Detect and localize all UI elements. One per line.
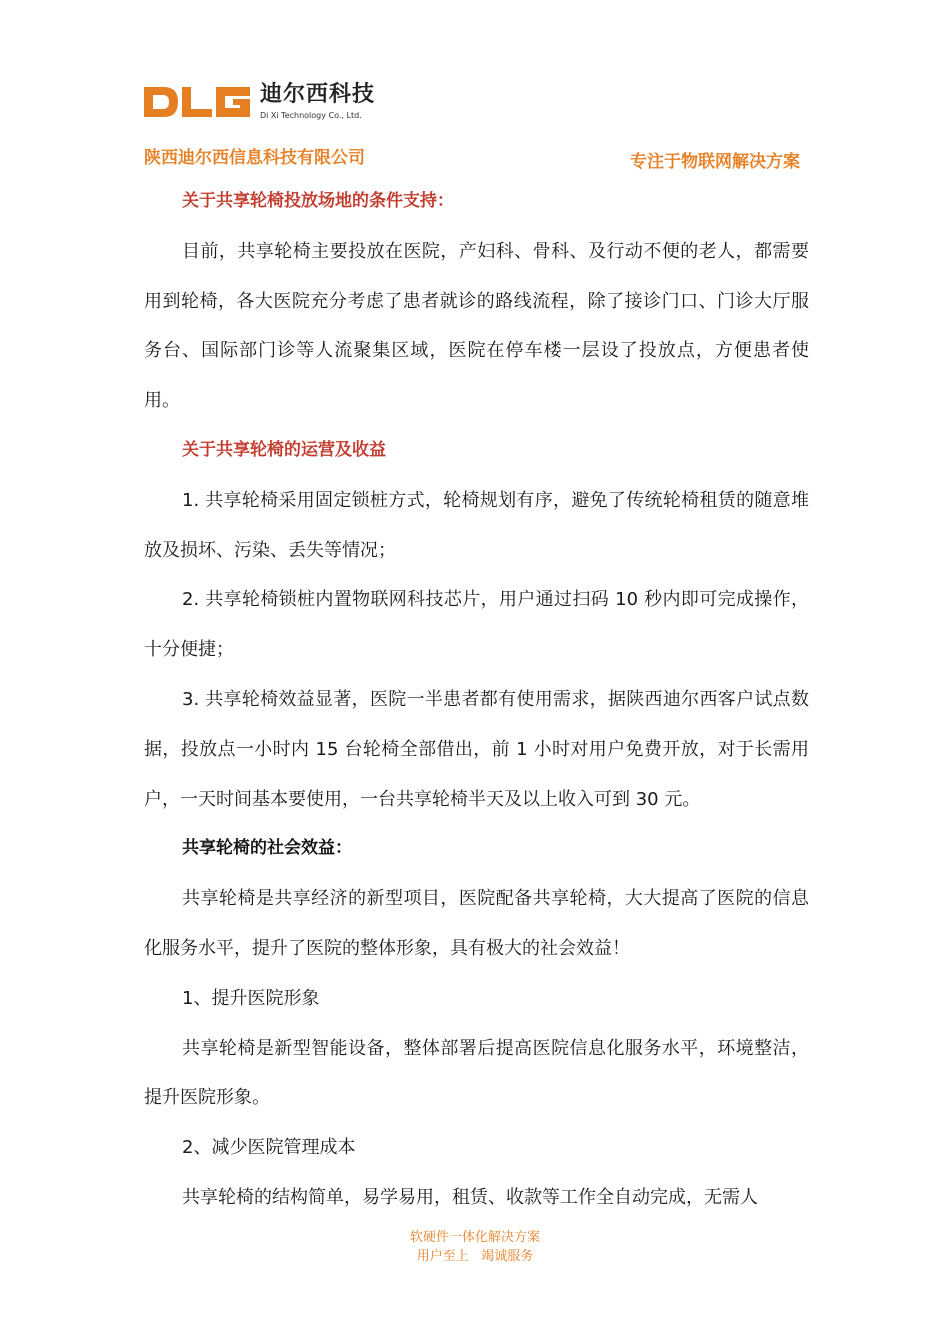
company-name: 陕西迪尔西信息科技有限公司 — [144, 148, 365, 168]
logo-english-name: Di Xi Technology Co., Ltd. — [260, 111, 362, 120]
subheading-management-cost: 2、减少医院管理成本 — [182, 1137, 356, 1159]
heading-operation-revenue: 关于共享轮椅的运营及收益 — [182, 439, 386, 460]
heading-social-benefit: 共享轮椅的社会效益： — [182, 838, 352, 859]
footer-line-2: 用户至上 竭诚服务 — [416, 1249, 534, 1264]
subheading-hospital-image: 1、提升医院形象 — [182, 987, 320, 1009]
page-footer — [0, 1228, 950, 1266]
company-logo — [144, 82, 375, 122]
list-item-2: 2. 共享轮椅锁桩内置物联网科技芯片，用户通过扫码 10 秒内即可完成操作，十分便捷； — [144, 589, 809, 661]
paragraph-management-cost: 共享轮椅的结构简单，易学易用，租赁、收款等工作全自动完成，无需人 — [182, 1186, 758, 1208]
logo-text — [260, 82, 375, 122]
logo-chinese-name: 迪尔西科技 — [260, 82, 376, 107]
paragraph-deployment: 目前，共享轮椅主要投放在医院，产妇科、骨科、及行动不便的老人，都需要用到轮椅，各大医院充分考虑了患者就诊的路线流程，除了接诊门口、门诊大厅服务台、国际部门诊等人流聚集区域，医院在停车楼一层设了投放点，方便患者使用。 — [144, 240, 809, 412]
document-body — [144, 177, 809, 1223]
heading-venue-support: 关于共享轮椅投放场地的条件支持： — [182, 191, 454, 211]
list-item-3: 3. 共享轮椅效益显著，医院一半患者都有使用需求，据陕西迪尔西客户试点数据，投放点一小时内 15 台轮椅全部借出，前 1 小时对用户免费开放，对于长需用户，一天时间基本要使用，一台共享轮椅半天及以上收入可到 30 元。 — [144, 688, 809, 810]
header-slogan: 专注于物联网解决方案 — [630, 152, 800, 172]
paragraph-social-benefit: 共享轮椅是共享经济的新型项目，医院配备共享轮椅，大大提高了医院的信息化服务水平，提升了医院的整体形象，具有极大的社会效益！ — [144, 888, 809, 959]
paragraph-hospital-image: 共享轮椅是新型智能设备，整体部署后提高医院信息化服务水平，环境整洁，提升医院形象。 — [144, 1037, 809, 1109]
footer-line-1: 软硬件一体化解决方案 — [409, 1230, 540, 1245]
list-item-1: 1. 共享轮椅采用固定锁桩方式，轮椅规划有序，避免了传统轮椅租赁的随意堆放及损坏、污染、丢失等情况； — [144, 489, 809, 561]
dlc-logo-mark-icon — [144, 85, 250, 119]
